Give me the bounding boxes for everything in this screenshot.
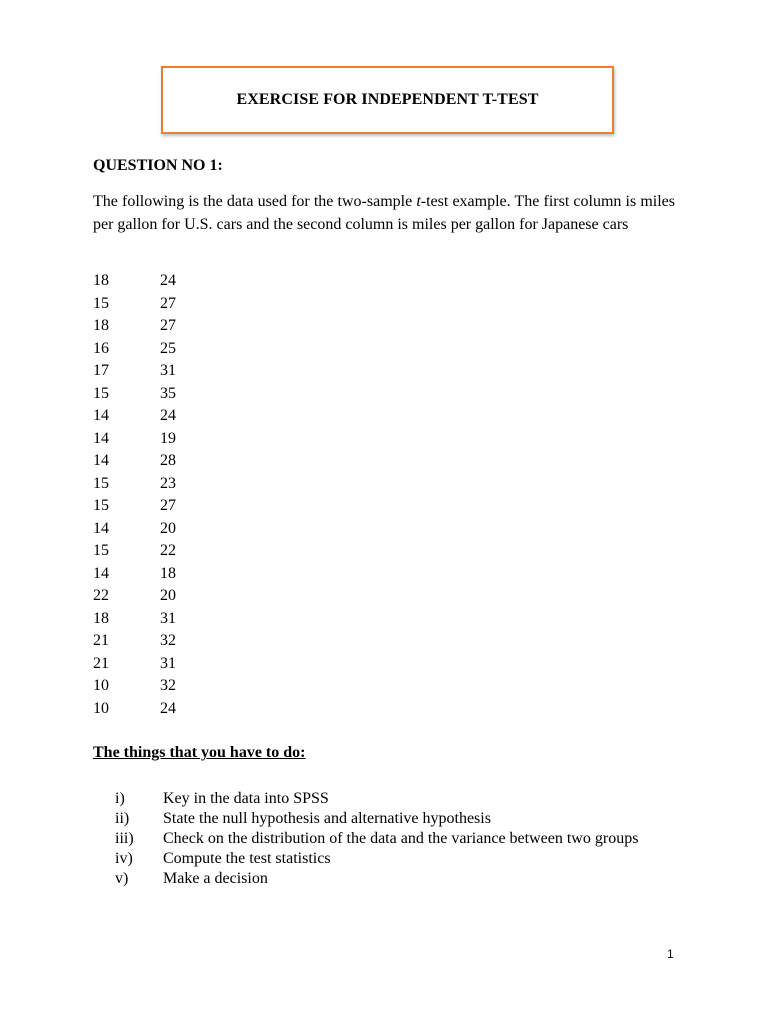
us-cars-mpg-cell: 14	[93, 407, 109, 424]
task-number: i)	[115, 790, 125, 807]
japanese-cars-mpg-cell: 27	[160, 294, 176, 312]
us-cars-mpg-cell: 16	[93, 339, 109, 357]
data-row	[93, 653, 213, 676]
us-cars-mpg-cell: 15	[93, 497, 109, 514]
us-cars-mpg-cell: 14	[93, 519, 109, 537]
task-number: iii)	[115, 830, 134, 847]
data-row	[93, 338, 213, 361]
us-cars-mpg-cell: 15	[93, 294, 109, 312]
data-row	[93, 698, 213, 721]
task-list	[93, 789, 653, 889]
data-row	[93, 518, 213, 541]
task-number: ii)	[115, 810, 130, 827]
japanese-cars-mpg-cell: 20	[160, 519, 176, 537]
document-title: EXERCISE FOR INDEPENDENT T-TEST	[236, 91, 539, 108]
data-row	[93, 608, 213, 631]
data-row	[93, 675, 213, 698]
task-item	[93, 849, 653, 869]
data-row	[93, 450, 213, 473]
data-row	[93, 540, 213, 563]
us-cars-mpg-cell: 15	[93, 474, 109, 492]
tasks-heading: The things that you have to do:	[93, 744, 306, 761]
task-text: Check on the distribution of the data and the variance between two groups	[163, 830, 639, 847]
question-heading: QUESTION NO 1:	[93, 157, 223, 174]
us-cars-mpg-cell: 18	[93, 272, 109, 289]
task-number: v)	[115, 870, 129, 887]
japanese-cars-mpg-cell: 24	[160, 272, 176, 289]
japanese-cars-mpg-cell: 22	[160, 542, 176, 559]
japanese-cars-mpg-cell: 19	[160, 429, 176, 447]
intro-text-italic: t	[416, 193, 421, 210]
data-row	[93, 585, 213, 608]
us-cars-mpg-cell: 18	[93, 317, 109, 334]
data-row	[93, 293, 213, 316]
task-item	[93, 829, 653, 849]
question-intro	[93, 190, 675, 237]
japanese-cars-mpg-cell: 20	[160, 587, 176, 604]
data-row	[93, 563, 213, 586]
intro-text-end: -test example. The first column is miles per gallon for U.S. cars and the second column is miles per gallon for Japanese cars	[93, 193, 675, 234]
task-text: Key in the data into SPSS	[163, 790, 329, 807]
data-row	[93, 270, 213, 293]
us-cars-mpg-cell: 18	[93, 609, 109, 627]
japanese-cars-mpg-cell: 27	[160, 317, 176, 334]
us-cars-mpg-cell: 21	[93, 632, 109, 649]
data-row	[93, 473, 213, 496]
us-cars-mpg-cell: 21	[93, 654, 109, 672]
japanese-cars-mpg-cell: 28	[160, 452, 176, 469]
us-cars-mpg-cell: 15	[93, 542, 109, 559]
japanese-cars-mpg-cell: 25	[160, 339, 176, 357]
japanese-cars-mpg-cell: 31	[160, 654, 176, 672]
data-row	[93, 630, 213, 653]
japanese-cars-mpg-cell: 18	[160, 564, 176, 582]
task-text: Make a decision	[163, 870, 268, 887]
us-cars-mpg-cell: 10	[93, 699, 109, 717]
data-table	[93, 270, 213, 720]
japanese-cars-mpg-cell: 32	[160, 632, 176, 649]
task-item	[93, 809, 653, 829]
page-number: 1	[667, 947, 674, 961]
task-number: iv)	[115, 850, 133, 867]
task-item	[93, 869, 653, 889]
japanese-cars-mpg-cell: 24	[160, 407, 176, 424]
us-cars-mpg-cell: 14	[93, 564, 109, 582]
us-cars-mpg-cell: 15	[93, 384, 109, 402]
japanese-cars-mpg-cell: 35	[160, 384, 176, 402]
japanese-cars-mpg-cell: 32	[160, 677, 176, 694]
us-cars-mpg-cell: 22	[93, 587, 109, 604]
data-row	[93, 428, 213, 451]
data-row	[93, 383, 213, 406]
intro-text-start: The following is the data used for the two-sample	[93, 193, 417, 210]
data-row	[93, 360, 213, 383]
data-row	[93, 315, 213, 338]
data-row	[93, 495, 213, 518]
japanese-cars-mpg-cell: 31	[160, 362, 176, 379]
japanese-cars-mpg-cell: 23	[160, 474, 176, 492]
us-cars-mpg-cell: 17	[93, 362, 109, 379]
us-cars-mpg-cell: 14	[93, 452, 109, 469]
japanese-cars-mpg-cell: 24	[160, 699, 176, 717]
data-row	[93, 405, 213, 428]
japanese-cars-mpg-cell: 27	[160, 497, 176, 514]
us-cars-mpg-cell: 10	[93, 677, 109, 694]
title-box	[161, 66, 614, 134]
us-cars-mpg-cell: 14	[93, 429, 109, 447]
task-item	[93, 789, 653, 809]
japanese-cars-mpg-cell: 31	[160, 609, 176, 627]
task-text: State the null hypothesis and alternative hypothesis	[163, 810, 491, 827]
task-text: Compute the test statistics	[163, 850, 331, 867]
